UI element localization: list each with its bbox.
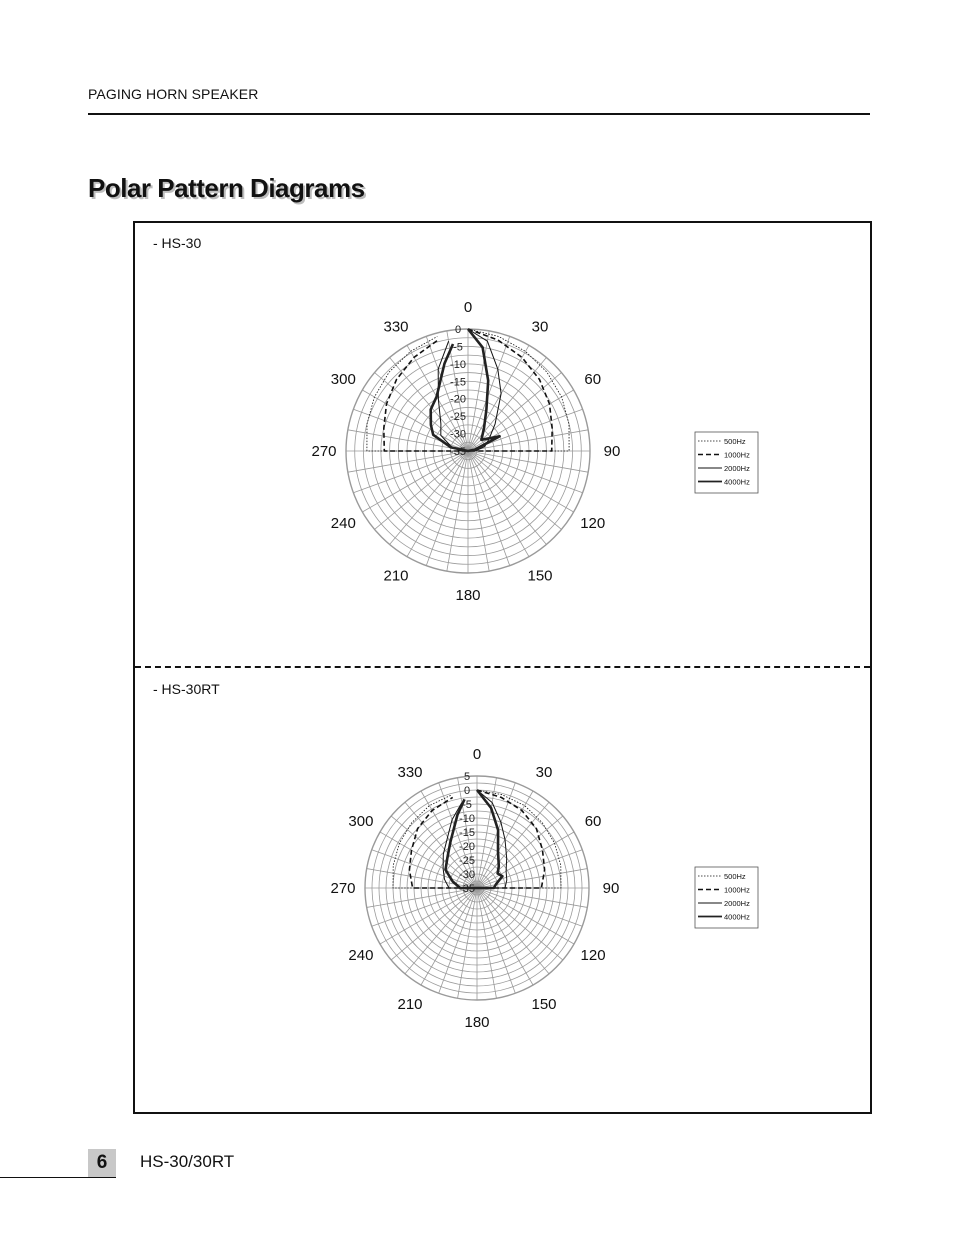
chart-legend [695, 867, 758, 928]
header-rule [88, 113, 870, 115]
radial-tick-label: -5 [462, 799, 472, 811]
legend-entry: 1000Hz [724, 450, 750, 460]
radial-tick-label: -25 [450, 411, 466, 424]
angle-tick-label: 30 [535, 763, 553, 781]
radial-tick-label: -25 [459, 855, 475, 867]
radial-tick-label: -20 [450, 393, 466, 406]
angle-tick-label: 90 [602, 880, 620, 897]
polar-chart-hs30 [135, 223, 870, 666]
section-label-hs30: - HS-30 [153, 235, 202, 251]
radial-tick-label: 0 [454, 324, 462, 336]
running-header: PAGING HORN SPEAKER [88, 86, 259, 102]
legend-entry: 2000Hz [724, 464, 750, 473]
angle-tick-label: 270 [311, 443, 337, 460]
radial-tick-label: -15 [459, 827, 475, 839]
angle-tick-label: 240 [330, 515, 356, 532]
chart-legend [695, 432, 758, 493]
angle-tick-label: 0 [463, 299, 473, 316]
angle-tick-label: 180 [455, 587, 481, 604]
page-number: 6 [88, 1149, 116, 1177]
legend-entry: 4000Hz [724, 477, 750, 487]
radial-tick-label: 0 [463, 785, 471, 797]
radial-tick-label: -10 [459, 813, 475, 825]
radial-tick-label: 5 [463, 771, 471, 783]
legend-entry: 1000Hz [724, 885, 750, 895]
angle-tick-label: 60 [584, 813, 602, 830]
section-label-hs30rt: - HS-30RT [153, 681, 220, 697]
diagram-frame [133, 221, 872, 1114]
angle-tick-label: 120 [580, 947, 606, 964]
angle-tick-label: 150 [531, 996, 557, 1014]
radial-tick-label: -15 [450, 376, 466, 389]
angle-tick-label: 60 [584, 371, 602, 388]
angle-tick-label: 300 [348, 813, 374, 830]
angle-tick-label: 330 [397, 763, 423, 781]
angle-tick-label: 30 [531, 318, 549, 336]
angle-tick-label: 0 [472, 746, 482, 763]
angle-tick-label: 150 [527, 567, 553, 585]
angle-tick-label: 240 [348, 947, 374, 964]
legend-entry: 2000Hz [724, 899, 750, 908]
legend-entry: 500Hz [724, 872, 746, 881]
page-title: Polar Pattern Diagrams [88, 173, 365, 203]
angle-tick-label: 90 [603, 443, 621, 460]
radial-tick-label: -10 [450, 358, 466, 371]
legend-entry: 4000Hz [724, 912, 750, 922]
angle-tick-label: 270 [330, 880, 356, 897]
legend-entry: 500Hz [724, 437, 746, 446]
radial-tick-label: -30 [450, 428, 466, 441]
angle-tick-label: 330 [383, 318, 409, 336]
radial-tick-label: -35 [450, 446, 466, 458]
footer-rule [0, 1177, 116, 1178]
radial-tick-label: -30 [459, 869, 475, 881]
radial-tick-label: -5 [453, 341, 463, 354]
radial-tick-label: -35 [459, 883, 475, 895]
angle-tick-label: 180 [464, 1014, 490, 1031]
footer-model: HS-30/30RT [140, 1152, 235, 1171]
angle-tick-label: 210 [397, 996, 423, 1014]
angle-tick-label: 300 [330, 371, 356, 388]
angle-tick-label: 210 [383, 567, 409, 585]
polar-chart-hs30rt [135, 668, 870, 1111]
angle-tick-label: 120 [580, 515, 606, 532]
radial-tick-label: -20 [459, 841, 475, 853]
